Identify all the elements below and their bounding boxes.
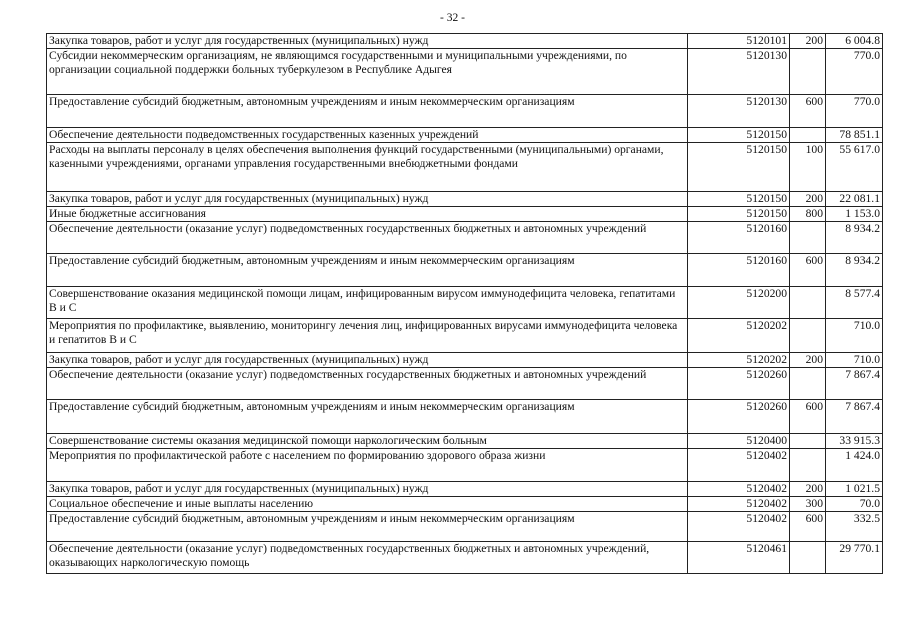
row-sum: 8 577.4	[826, 287, 883, 319]
row-name: Мероприятия по профилактической работе с населением по формированию здорового образа жизни	[47, 449, 688, 482]
table-row	[47, 49, 883, 95]
row-code: 5120461	[688, 542, 790, 574]
table-row	[47, 449, 883, 482]
table-row	[47, 353, 883, 368]
row-code: 5120101	[688, 34, 790, 49]
row-name: Иные бюджетные ассигнования	[47, 207, 688, 222]
table-row	[47, 34, 883, 49]
row-type: 600	[790, 400, 826, 434]
table-row	[47, 222, 883, 254]
page-number: - 32 -	[440, 12, 465, 24]
row-code: 5120130	[688, 95, 790, 128]
table-row	[47, 254, 883, 287]
row-name: Социальное обеспечение и иные выплаты населению	[47, 497, 688, 512]
row-sum: 70.0	[826, 497, 883, 512]
row-code: 5120150	[688, 143, 790, 192]
table-row	[47, 512, 883, 542]
row-sum: 22 081.1	[826, 192, 883, 207]
row-code: 5120202	[688, 319, 790, 353]
row-code: 5120150	[688, 207, 790, 222]
row-type	[790, 319, 826, 353]
row-type	[790, 128, 826, 143]
row-type: 200	[790, 192, 826, 207]
row-sum: 332.5	[826, 512, 883, 542]
row-type: 200	[790, 482, 826, 497]
table-row	[47, 482, 883, 497]
row-sum: 1 021.5	[826, 482, 883, 497]
row-type: 200	[790, 353, 826, 368]
row-name: Расходы на выплаты персоналу в целях обеспечения выполнения функций государственными (муниципальными) органами, казенными учреждениями, органами управления государственными внебюджетными фондами	[47, 143, 688, 192]
row-type	[790, 49, 826, 95]
table-row	[47, 434, 883, 449]
table-row	[47, 368, 883, 400]
row-sum: 1 424.0	[826, 449, 883, 482]
table-row	[47, 497, 883, 512]
row-type	[790, 222, 826, 254]
table-row	[47, 128, 883, 143]
table-row	[47, 95, 883, 128]
row-name: Закупка товаров, работ и услуг для государственных (муниципальных) нужд	[47, 34, 688, 49]
row-type	[790, 368, 826, 400]
row-type: 800	[790, 207, 826, 222]
table-row	[47, 143, 883, 192]
row-type: 600	[790, 512, 826, 542]
budget-table-body	[47, 34, 883, 574]
table-row	[47, 542, 883, 574]
row-type: 600	[790, 254, 826, 287]
row-name: Обеспечение деятельности (оказание услуг) подведомственных государственных бюджетных и автономных учреждений	[47, 368, 688, 400]
row-name: Совершенствование оказания медицинской помощи лицам, инфицированным вирусом иммунодефицита человека, гепатитами В и С	[47, 287, 688, 319]
row-type	[790, 449, 826, 482]
row-code: 5120402	[688, 449, 790, 482]
row-name: Обеспечение деятельности (оказание услуг) подведомственных государственных бюджетных и автономных учреждений, оказывающих наркологическую помощь	[47, 542, 688, 574]
row-code: 5120402	[688, 497, 790, 512]
row-sum: 770.0	[826, 95, 883, 128]
row-name: Предоставление субсидий бюджетным, автономным учреждениям и иным некоммерческим организациям	[47, 400, 688, 434]
row-sum: 8 934.2	[826, 222, 883, 254]
row-sum: 6 004.8	[826, 34, 883, 49]
row-sum: 33 915.3	[826, 434, 883, 449]
row-sum: 29 770.1	[826, 542, 883, 574]
row-code: 5120400	[688, 434, 790, 449]
row-name: Закупка товаров, работ и услуг для государственных (муниципальных) нужд	[47, 482, 688, 497]
row-type	[790, 542, 826, 574]
row-name: Обеспечение деятельности (оказание услуг) подведомственных государственных бюджетных и автономных учреждений	[47, 222, 688, 254]
row-name: Закупка товаров, работ и услуг для государственных (муниципальных) нужд	[47, 353, 688, 368]
row-sum: 78 851.1	[826, 128, 883, 143]
table-row	[47, 400, 883, 434]
row-sum: 55 617.0	[826, 143, 883, 192]
row-code: 5120260	[688, 368, 790, 400]
row-type: 100	[790, 143, 826, 192]
row-name: Предоставление субсидий бюджетным, автономным учреждениям и иным некоммерческим организациям	[47, 254, 688, 287]
row-name: Субсидии некоммерческим организациям, не являющимся государственными и муниципальными учреждениями, по организации социальной поддержки больных туберкулезом в Республике Адыгея	[47, 49, 688, 95]
row-type	[790, 434, 826, 449]
row-code: 5120150	[688, 192, 790, 207]
row-code: 5120160	[688, 222, 790, 254]
row-code: 5120260	[688, 400, 790, 434]
row-sum: 7 867.4	[826, 400, 883, 434]
row-sum: 8 934.2	[826, 254, 883, 287]
row-type: 600	[790, 95, 826, 128]
row-code: 5120402	[688, 512, 790, 542]
row-name: Совершенствование системы оказания медицинской помощи наркологическим больным	[47, 434, 688, 449]
row-name: Мероприятия по профилактике, выявлению, мониторингу лечения лиц, инфицированных вирусами иммунодефицита человека и гепатитов В и С	[47, 319, 688, 353]
row-code: 5120160	[688, 254, 790, 287]
table-row	[47, 207, 883, 222]
row-name: Предоставление субсидий бюджетным, автономным учреждениям и иным некоммерческим организациям	[47, 512, 688, 542]
row-sum: 7 867.4	[826, 368, 883, 400]
table-row	[47, 192, 883, 207]
row-sum: 710.0	[826, 353, 883, 368]
row-sum: 770.0	[826, 49, 883, 95]
row-type: 200	[790, 34, 826, 49]
row-name: Обеспечение деятельности подведомственных государственных казенных учреждений	[47, 128, 688, 143]
row-code: 5120130	[688, 49, 790, 95]
row-sum: 1 153.0	[826, 207, 883, 222]
row-type	[790, 287, 826, 319]
row-code: 5120150	[688, 128, 790, 143]
row-code: 5120402	[688, 482, 790, 497]
table-row	[47, 287, 883, 319]
row-name: Закупка товаров, работ и услуг для государственных (муниципальных) нужд	[47, 192, 688, 207]
budget-table	[46, 33, 883, 574]
row-code: 5120202	[688, 353, 790, 368]
table-row	[47, 319, 883, 353]
row-sum: 710.0	[826, 319, 883, 353]
row-type: 300	[790, 497, 826, 512]
row-code: 5120200	[688, 287, 790, 319]
row-name: Предоставление субсидий бюджетным, автономным учреждениям и иным некоммерческим организациям	[47, 95, 688, 128]
